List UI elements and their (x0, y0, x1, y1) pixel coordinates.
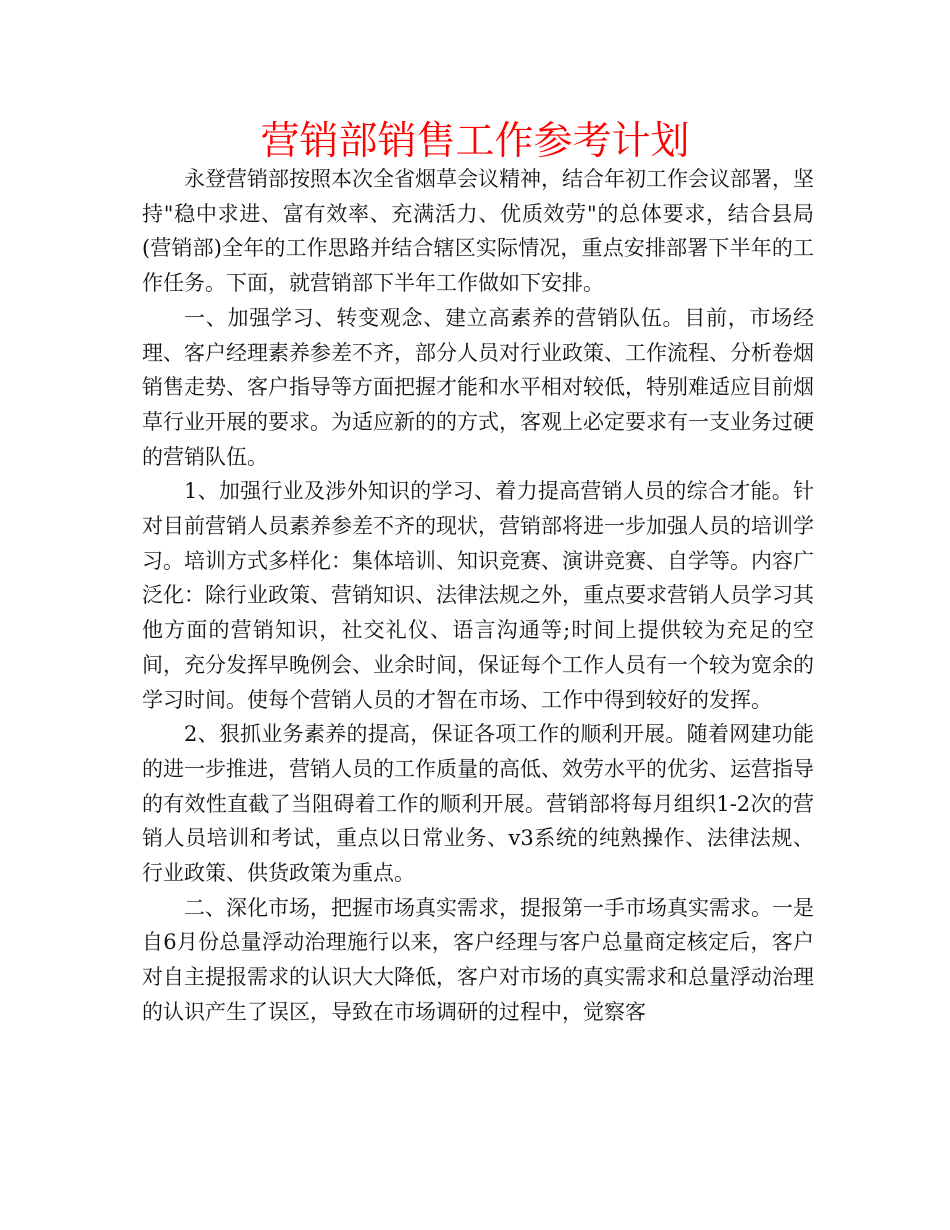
paragraph-item-1: 1、加强行业及涉外知识的学习、着力提高营销人员的综合才能。针对目前营销人员素养参差不齐的现状，营销部将进一步加强人员的培训学习。培训方式多样化：集体培训、知识竞赛、演讲竞赛、自学等。内容广泛化：除行业政策、营销知识、法律法规之外，重点要求营销人员学习其他方面的营销知识，社交礼仪、语言沟通等;时间上提供较为充足的空间，充分发挥早晚例会、业余时间，保证每个工作人员有一个较为宽余的学习时间。使每个营销人员的才智在市场、工作中得到较好的发挥。 (142, 479, 814, 712)
paragraph-intro: 永登营销部按照本次全省烟草会议精神，结合年初工作会议部署，坚持"稳中求进、富有效率、充满活力、优质效劳"的总体要求，结合县局(营销部)全年的工作思路并结合辖区实际情况，重点安排部署下半年的工作任务。下面，就营销部下半年工作做如下安排。 (142, 167, 814, 296)
document-title: 营销部销售工作参考计划 (260, 119, 690, 164)
paragraph-item-2: 2、狠抓业务素养的提高，保证各项工作的顺利开展。随着网建功能的进一步推进，营销人员的工作质量的高低、效劳水平的优劣、运营指导的有效性直截了当阻碍着工作的顺利开展。营销部将每月组织1-2次的营销人员培训和考试，重点以日常业务、v3系统的纯熟操作、法律法规、行业政策、供货政策为重点。 (142, 722, 814, 886)
document-body (142, 162, 814, 1030)
paragraph-section-1: 一、加强学习、转变观念、建立高素养的营销队伍。目前，市场经理、客户经理素养参差不齐，部分人员对行业政策、工作流程、分析卷烟销售走势、客户指导等方面把握才能和水平相对较低，特别难适应目前烟草行业开展的要求。为适应新的的方式，客观上必定要求有一支业务过硬的营销队伍。 (142, 305, 814, 469)
paragraph-section-2: 二、深化市场，把握市场真实需求，提报第一手市场真实需求。一是自6月份总量浮动治理施行以来，客户经理与客户总量商定核定后，客户对自主提报需求的认识大大降低，客户对市场的真实需求和总量浮动治理的认识产生了误区，导致在市场调研的过程中，觉察客 (142, 895, 814, 1024)
